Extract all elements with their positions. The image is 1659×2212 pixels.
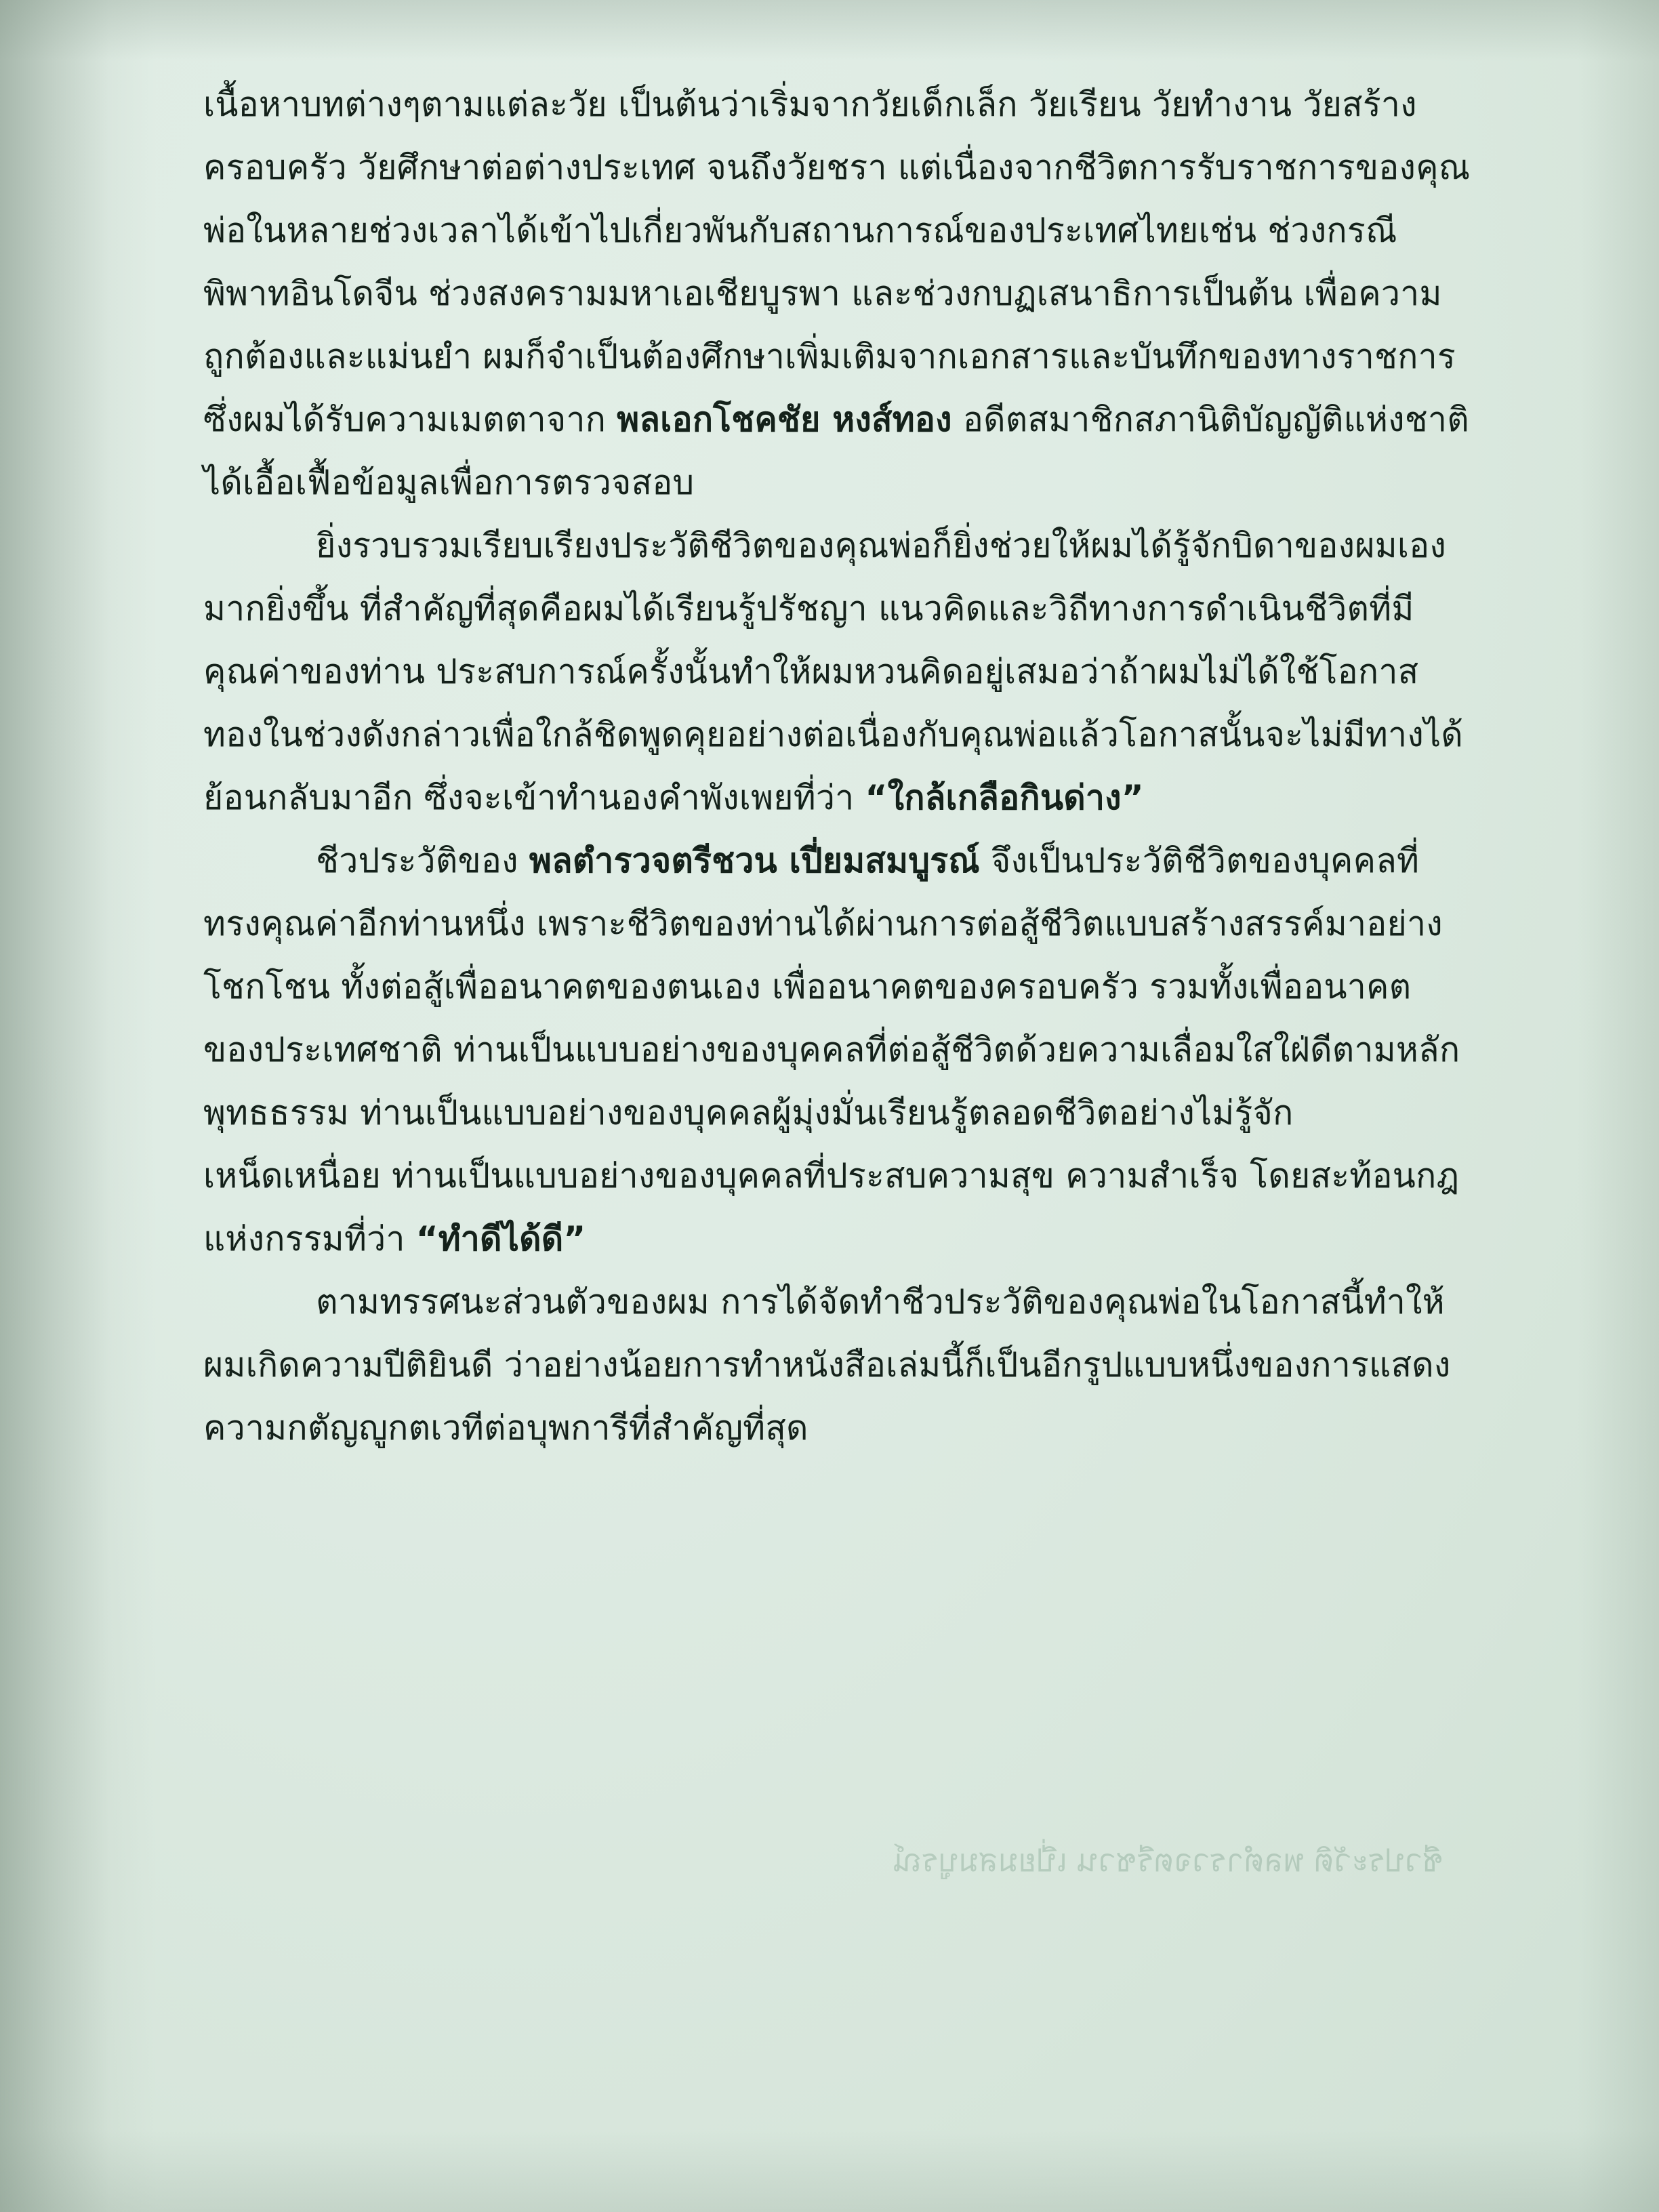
person-name-chuan-piamsomboon: พลตำรวจตรีชวน เปี่ยมสมบูรณ์ — [529, 841, 980, 880]
bleed-through-text: ชีวประวัติ พลตำรวจตรีชวน เปี่ยมสมบูรณ์ — [893, 1842, 1443, 1879]
page-text-column — [203, 73, 1471, 1460]
page-gutter-shadow — [0, 0, 156, 2212]
paragraph-3 — [203, 830, 1471, 1271]
paragraph-1 — [203, 73, 1471, 514]
paragraph-2-run-1: ยิ่งรวบรวมเรียบเรียงประวัติชีวิตของคุณพ่อก็ยิ่งช่วยให้ผมได้รู้จักบิดาของผมเองมากยิ่งขึ้น ที่สำคัญที่สุดคือผมได้เรียนรู้ปรัชญา แนวคิดและวิถีทางการดำเนินชีวิตที่มีคุณค่าของท่าน ประสบการณ์ครั้งนั้นทำให้ผมหวนคิดอยู่เสมอว่าถ้าผมไม่ได้ใช้โอกาสทองในช่วงดังกล่าวเพื่อใกล้ชิดพูดคุยอย่างต่อเนื่องกับคุณพ่อแล้วโอกาสนั้นจะไม่มีทางได้ย้อนกลับมาอีก ซึ่งจะเข้าทำนองคำพังเพยที่ว่า — [203, 526, 1463, 817]
page-top-shadow — [0, 0, 1659, 61]
paragraph-4 — [203, 1271, 1471, 1460]
person-name-chokchai-hongthong: พลเอกโชคชัย หงส์ทอง — [617, 400, 952, 439]
proverb-tham-dee-dai-dee: “ทำดีได้ดี” — [415, 1219, 586, 1258]
proverb-klai-kluea-kin-dang: “ใกล้เกลือกินด่าง” — [865, 778, 1144, 817]
paragraph-1-run-1: เนื้อหาบทต่างๆตามแต่ละวัย เป็นต้นว่าเริ่มจากวัยเด็กเล็ก วัยเรียน วัยทำงาน วัยสร้างครอบครัว วัยศึกษาต่อต่างประเทศ จนถึงวัยชรา แต่เนื่องจากชีวิตการรับราชการของคุณพ่อในหลายช่วงเวลาได้เข้าไปเกี่ยวพันกับสถานการณ์ของประเทศไทยเช่น ช่วงกรณีพิพาทอินโดจีน ช่วงสงครามมหาเอเชียบูรพา และช่วงกบฏเสนาธิการเป็นต้น เพื่อความถูกต้องและแม่นยำ ผมก็จำเป็นต้องศึกษาเพิ่มเติมจากเอกสารและบันทึกของทางราชการซึ่งผมได้รับความเมตตาจาก — [203, 85, 1471, 439]
page-bottom-shadow — [0, 2131, 1659, 2212]
paragraph-1-run-3: อดีตสมาชิกสภานิติบัญญัติแห่งชาติได้เอื้อเฟื้อข้อมูลเพื่อการตรวจสอบ — [203, 400, 1469, 502]
paragraph-3-run-1: ชีวประวัติของ — [316, 841, 529, 880]
paragraph-2 — [203, 514, 1471, 830]
page-right-shadow — [1578, 0, 1659, 2212]
paragraph-3-run-3: จึงเป็นประวัติชีวิตของบุคคลที่ทรงคุณค่าอีกท่านหนึ่ง เพราะชีวิตของท่านได้ผ่านการต่อสู้ชีวิตแบบสร้างสรรค์มาอย่างโชกโชน ทั้งต่อสู้เพื่ออนาคตของตนเอง เพื่ออนาคตของครอบครัว รวมทั้งเพื่ออนาคตของประเทศชาติ ท่านเป็นแบบอย่างของบุคคลที่ต่อสู้ชีวิตด้วยความเลื่อมใสใฝ่ดีตามหลักพุทธธรรม ท่านเป็นแบบอย่างของบุคคลผู้มุ่งมั่นเรียนรู้ตลอดชีวิตอย่างไม่รู้จักเหน็ดเหนื่อย ท่านเป็นแบบอย่างของบุคคลที่ประสบความสุข ความสำเร็จ โดยสะท้อนกฎแห่งกรรมที่ว่า — [203, 841, 1460, 1258]
paragraph-4-run-1: ตามทรรศนะส่วนตัวของผม การได้จัดทำชีวประวัติของคุณพ่อในโอกาสนี้ทำให้ผมเกิดความปีติยินดี ว่าอย่างน้อยการทำหนังสือเล่มนี้ก็เป็นอีกรูปแบบหนึ่งของการแสดงความกตัญญูกตเวทีต่อบุพการีที่สำคัญที่สุด — [203, 1282, 1451, 1448]
